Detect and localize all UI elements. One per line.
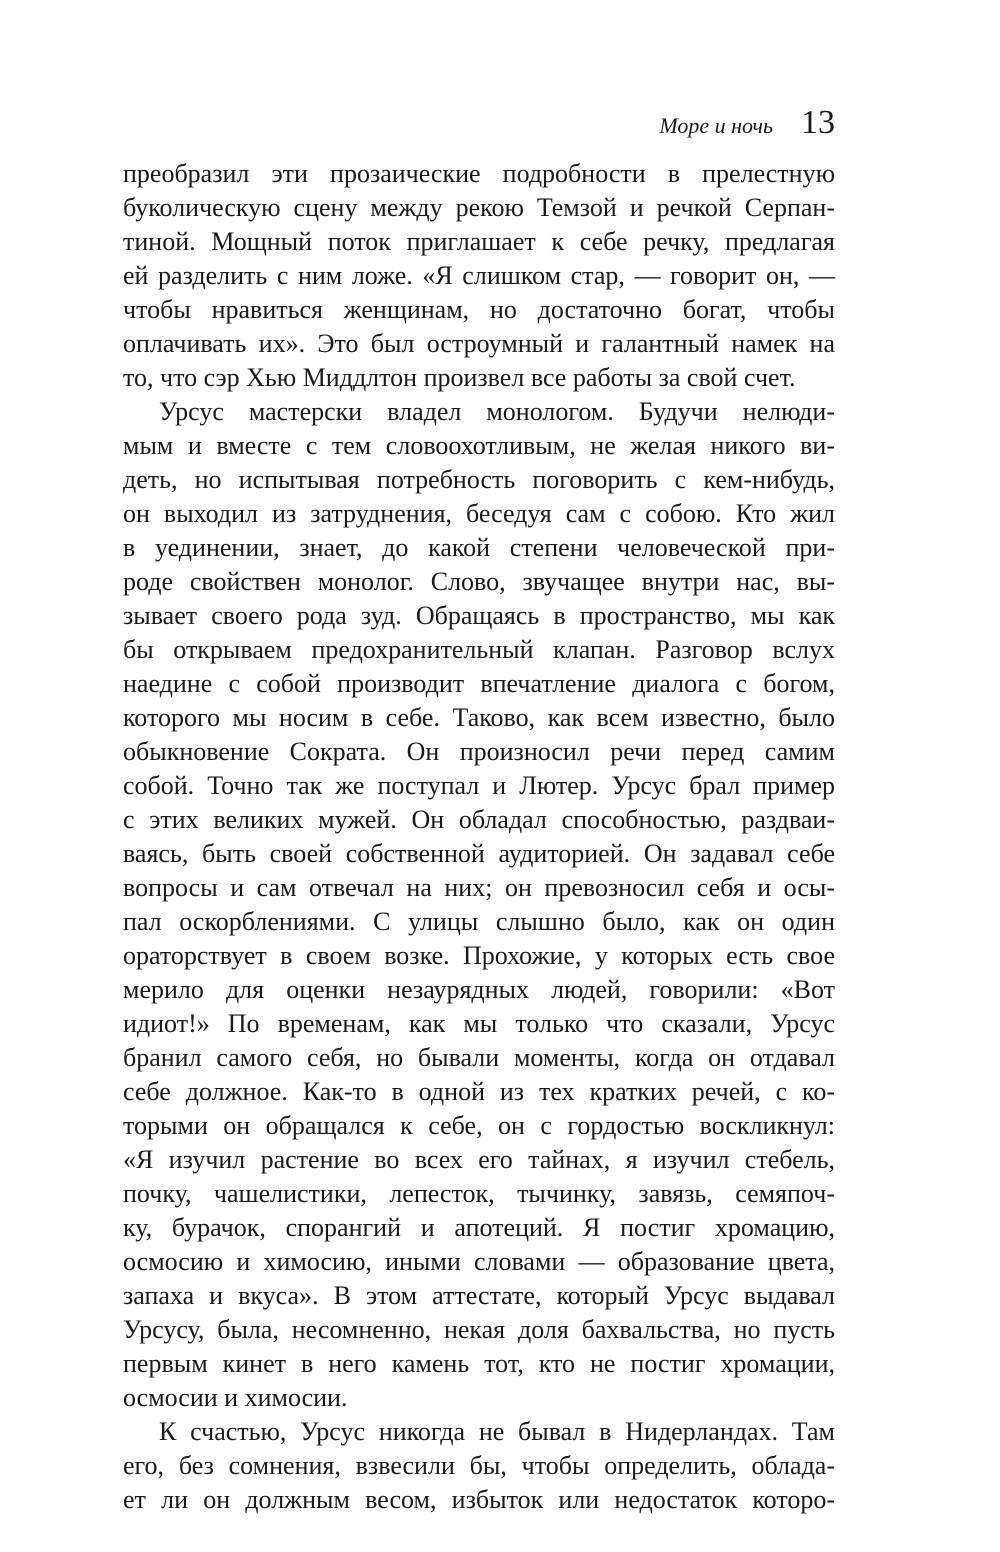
text-line: он выходил из затруднения, беседуя сам с собою. Кто жил — [123, 499, 835, 528]
text-line: К счастью, Урсус никогда не бывал в Нидерландах. Там — [159, 1417, 835, 1446]
text-line: запаха и вкуса». В этом аттестате, который Урсус выдавал — [123, 1281, 835, 1310]
text-line: преобразил эти прозаические подробности в прелестную — [123, 159, 835, 188]
text-line: идиот!» По временам, как мы только что сказали, Урсус — [123, 1009, 835, 1038]
text-line: буколическую сцену между рекою Темзой и речкой Серпан- — [123, 193, 835, 222]
text-line: тиной. Мощный поток приглашает к себе речку, предлагая — [123, 227, 835, 256]
text-line: мым и вместе с тем словоохотливым, не желая никого ви- — [123, 431, 835, 460]
text-line: которого мы носим в себе. Таково, как всем известно, было — [123, 703, 835, 732]
text-line: то, что сэр Хью Миддлтон произвел все работы за свой счет. — [123, 363, 796, 392]
text-line: осмосии и химосии. — [123, 1383, 348, 1412]
text-line: «Я изучил растение во всех его тайнах, я изучил стебель, — [123, 1145, 835, 1174]
text-line: Урсус мастерски владел монологом. Будучи нелюди- — [159, 397, 835, 426]
text-line: зывает своего рода зуд. Обращаясь в пространство, мы как — [123, 601, 835, 630]
text-line: в уединении, знает, до какой степени человеческой при- — [123, 533, 835, 562]
text-line: мерило для оценки незаурядных людей, говорили: «Вот — [123, 975, 835, 1004]
running-title: Море и ночь — [659, 113, 773, 138]
text-line: первым кинет в него камень тот, кто не постиг хромации, — [123, 1349, 835, 1378]
text-line: Урсусу, была, несомненно, некая доля бахвальства, но пусть — [123, 1315, 835, 1344]
text-line: наедине с собой производит впечатление диалога с богом, — [123, 669, 835, 698]
text-line: собой. Точно так же поступал и Лютер. Урсус брал пример — [123, 771, 835, 800]
text-line: вопросы и сам отвечал на них; он превозносил себя и осы- — [123, 873, 835, 902]
text-line: себе должное. Как-то в одной из тех кратких речей, с ко- — [123, 1077, 835, 1106]
text-line: почку, чашелистики, лепесток, тычинку, завязь, семяпоч- — [123, 1179, 835, 1208]
page-number: 13 — [801, 104, 835, 141]
text-line: бы открываем предохранительный клапан. Разговор вслух — [123, 635, 835, 664]
text-line: пал оскорблениями. С улицы слышно было, как он один — [123, 907, 835, 936]
text-line: оплачивать их». Это был остроумный и галантный намек на — [123, 329, 835, 358]
text-line: его, без сомнения, взвесили бы, чтобы определить, облада- — [123, 1451, 835, 1480]
text-line: ет ли он должным весом, избыток или недостаток которо- — [123, 1485, 835, 1514]
text-line: обыкновение Сократа. Он произносил речи перед самим — [123, 737, 835, 766]
text-line: торыми он обращался к себе, он с гордостью воскликнул: — [123, 1111, 835, 1140]
text-line: ораторствует в своем возке. Прохожие, у которых есть свое — [123, 941, 835, 970]
text-line: деть, но испытывая потребность поговорить с кем-нибудь, — [123, 465, 835, 494]
text-line: с этих великих мужей. Он обладал способностью, раздваи- — [123, 805, 835, 834]
text-line: чтобы нравиться женщинам, но достаточно богат, чтобы — [123, 295, 835, 324]
running-head — [123, 104, 835, 148]
text-line: осмосию и химосию, иными словами — образование цвета, — [123, 1247, 835, 1276]
body-text — [123, 157, 835, 1517]
text-line: бранил самого себя, но бывали моменты, когда он отдавал — [123, 1043, 835, 1072]
text-line: ку, бурачок, спорангий и апотеций. Я постиг хромацию, — [123, 1213, 835, 1242]
text-line: ей разделить с ним ложе. «Я слишком стар, — говорит он, — — [123, 261, 835, 290]
text-line: роде свойствен монолог. Слово, звучащее внутри нас, вы- — [123, 567, 835, 596]
text-line: ваясь, быть своей собственной аудиторией. Он задавал себе — [123, 839, 835, 868]
